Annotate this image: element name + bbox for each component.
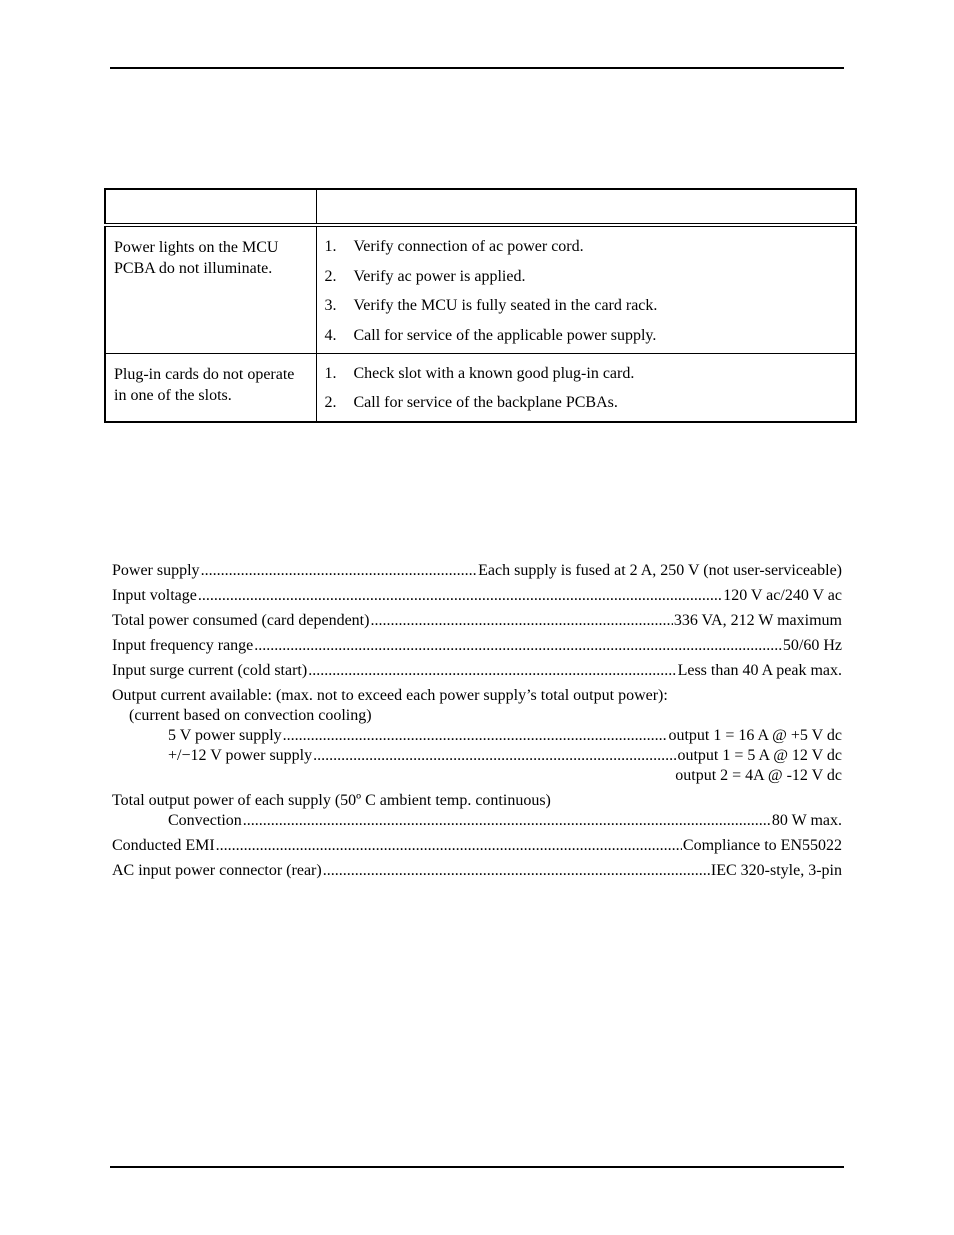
spec-conducted-emi: Conducted EMI ..... Compliance to EN55022 (112, 836, 842, 856)
list-item: 4. Call for service of the applicable power supply. (324, 326, 657, 344)
table-row (105, 225, 856, 353)
symptom-text: Plug-in cards do not operate in one of the slots. (114, 365, 295, 404)
symptom-cell (105, 353, 316, 422)
list-item: 2. Call for service of the backplane PCBAs. (324, 394, 618, 411)
action-list (317, 227, 856, 352)
list-item: 1. Verify connection of ac power cord. (324, 238, 584, 255)
spec-surge-current: Input surge current (cold start) ..... Less than 40 A peak max. (112, 661, 842, 681)
list-item: 2. Verify ac power is applied. (324, 267, 526, 285)
actions-cell (316, 353, 856, 422)
action-list (317, 354, 856, 420)
dot-leader (201, 561, 478, 581)
total-output-heading: Total output power of each supply (50º C ambient temp. continuous) (112, 792, 551, 809)
table-header-row (105, 189, 856, 225)
spec-convection: Convection ..... 80 W max. (112, 811, 842, 831)
spec-ac-connector: AC input power connector (rear) ..... IEC 320-style, 3-pin (112, 861, 842, 881)
dot-leader (283, 726, 668, 746)
output-current-heading: Output current available: (max. not to exceed each power supply’s total output power): (112, 687, 668, 704)
dot-leader (308, 661, 676, 681)
dot-leader (198, 586, 722, 606)
dot-leader (254, 636, 782, 656)
spec-input-frequency: Input frequency range ..... 50/60 Hz (112, 636, 842, 656)
dot-leader (370, 611, 672, 631)
dot-leader (313, 746, 676, 766)
header-rule (110, 67, 844, 69)
dot-leader (243, 811, 771, 831)
spec-input-voltage: Input voltage ..... 120 V ac/240 V ac (112, 586, 842, 606)
header-cell-action (316, 189, 856, 225)
header-cell-symptom (105, 189, 316, 225)
list-item: 3. Verify the MCU is fully seated in the card rack. (324, 297, 658, 314)
dot-leader (216, 836, 682, 856)
symptom-text: Power lights on the MCU PCBA do not illuminate. (114, 239, 279, 277)
list-item: 1. Check slot with a known good plug-in card. (324, 364, 635, 382)
power-specifications (112, 561, 842, 886)
output-current-note: (current based on convection cooling) (129, 707, 372, 724)
spec-12v-supply: +/−12 V power supply ..... output 1 = 5 A @ 12 V dc (112, 746, 842, 766)
spec-total-power: Total power consumed (card dependent) ..... 336 VA, 212 W maximum (112, 611, 842, 631)
symptom-cell (105, 225, 316, 353)
footer-rule (110, 1166, 844, 1168)
spec-12v-output-2: output 2 = 4A @ -12 V dc (675, 767, 842, 784)
spec-power-supply: Power supply ..... Each supply is fused at 2 A, 250 V (not user-serviceable) (112, 561, 842, 581)
table-row (105, 353, 856, 422)
troubleshooting-table (104, 188, 857, 423)
dot-leader (323, 861, 710, 881)
actions-cell (316, 225, 856, 353)
spec-5v-supply: 5 V power supply ..... output 1 = 16 A @ +5 V dc (112, 726, 842, 746)
